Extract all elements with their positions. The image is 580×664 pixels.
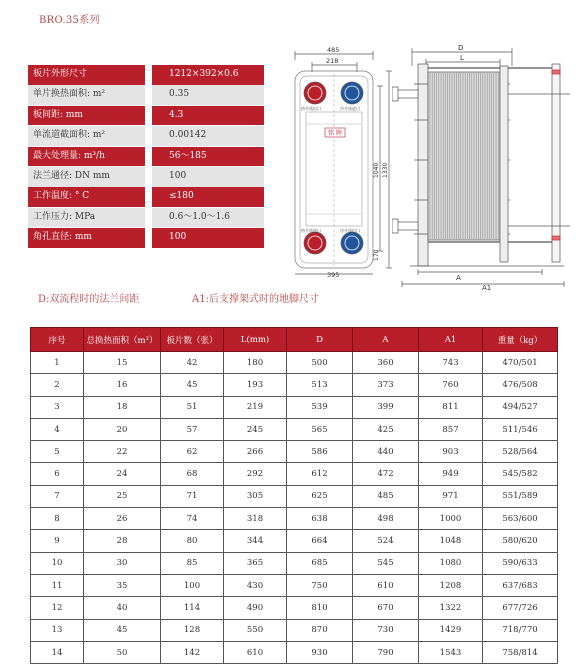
table-cell: 485 xyxy=(353,485,419,507)
table-row xyxy=(31,597,558,619)
spec-value: 100 xyxy=(152,167,264,187)
table-header-row xyxy=(31,328,558,352)
table-cell: 13 xyxy=(31,619,84,641)
table-cell: 870 xyxy=(287,619,353,641)
table-cell: 80 xyxy=(161,530,224,552)
table-cell: 266 xyxy=(224,441,287,463)
table-cell: 565 xyxy=(287,418,353,440)
table-cell: 758/814 xyxy=(483,641,558,663)
table-row xyxy=(31,530,558,552)
table-cell: 498 xyxy=(353,508,419,530)
table-cell: 810 xyxy=(287,597,353,619)
table-cell: 470/501 xyxy=(483,352,558,374)
table-cell: 550 xyxy=(224,619,287,641)
table-cell: 500 xyxy=(287,352,353,374)
table-cell: 85 xyxy=(161,552,224,574)
table-cell: 494/527 xyxy=(483,396,558,418)
table-cell: 344 xyxy=(224,530,287,552)
dim-A1: A1 xyxy=(482,284,492,290)
table-cell: 62 xyxy=(161,441,224,463)
table-cell: 811 xyxy=(419,396,483,418)
table-row xyxy=(31,574,558,596)
table-cell: 718/770 xyxy=(483,619,558,641)
table-cell: 245 xyxy=(224,418,287,440)
table-cell: 790 xyxy=(353,641,419,663)
table-cell: 51 xyxy=(161,396,224,418)
table-cell: 590/633 xyxy=(483,552,558,574)
table-cell: 524 xyxy=(353,530,419,552)
dim-170: 170 xyxy=(373,249,380,261)
table-cell: 551/589 xyxy=(483,485,558,507)
table-cell: 528/564 xyxy=(483,441,558,463)
table-cell: 750 xyxy=(287,574,353,596)
table-row xyxy=(31,396,558,418)
spec-label: 法兰通径: DN mm xyxy=(28,167,145,187)
spec-value: 100 xyxy=(152,228,264,248)
table-cell: 318 xyxy=(224,508,287,530)
spec-row xyxy=(28,208,264,228)
port-label-cold-in: 冷介质进口 xyxy=(340,106,360,111)
table-cell: 472 xyxy=(353,463,419,485)
column-header: A1 xyxy=(419,328,483,352)
dim-485: 485 xyxy=(327,46,340,54)
table-cell: 3 xyxy=(31,396,84,418)
table-cell: 292 xyxy=(224,463,287,485)
dim-1330: 1330 xyxy=(382,162,389,178)
table-cell: 730 xyxy=(353,619,419,641)
spec-label: 板间距: mm xyxy=(28,106,145,126)
table-cell: 12 xyxy=(31,597,84,619)
table-cell: 1208 xyxy=(419,574,483,596)
table-cell: 670 xyxy=(353,597,419,619)
table-cell: 949 xyxy=(419,463,483,485)
table-cell: 476/508 xyxy=(483,374,558,396)
table-cell: 1048 xyxy=(419,530,483,552)
table-cell: 193 xyxy=(224,374,287,396)
table-cell: 430 xyxy=(224,574,287,596)
spec-value: 0.00142 xyxy=(152,126,264,146)
table-row xyxy=(31,463,558,485)
table-cell: 35 xyxy=(84,574,161,596)
table-cell: 22 xyxy=(84,441,161,463)
spec-row xyxy=(28,167,264,187)
table-cell: 5 xyxy=(31,441,84,463)
table-cell: 6 xyxy=(31,463,84,485)
table-cell: 743 xyxy=(419,352,483,374)
table-cell: 42 xyxy=(161,352,224,374)
column-header: L(mm) xyxy=(224,328,287,352)
table-cell: 365 xyxy=(224,552,287,574)
spec-value: 0.6～1.0～1.6 xyxy=(152,208,264,228)
series-title: BRO.35系列 xyxy=(39,15,100,26)
column-header: 总换热面积（m²） xyxy=(84,328,161,352)
table-cell: 4 xyxy=(31,418,84,440)
table-cell: 490 xyxy=(224,597,287,619)
table-cell: 1429 xyxy=(419,619,483,641)
table-cell: 1080 xyxy=(419,552,483,574)
table-cell: 11 xyxy=(31,574,84,596)
table-cell: 440 xyxy=(353,441,419,463)
column-header: A xyxy=(353,328,419,352)
table-cell: 360 xyxy=(353,352,419,374)
dim-L: L xyxy=(460,54,464,62)
table-cell: 45 xyxy=(84,619,161,641)
dim-395: 395 xyxy=(327,271,340,278)
dim-1040: 1040 xyxy=(373,162,380,178)
column-header: 重量（kg） xyxy=(483,328,558,352)
table-cell: 399 xyxy=(353,396,419,418)
table-row xyxy=(31,485,558,507)
table-cell: 1543 xyxy=(419,641,483,663)
spec-label: 板片外形尺寸 xyxy=(28,65,145,85)
table-cell: 857 xyxy=(419,418,483,440)
note-rear-support: A1:后支撑架式时的地脚尺寸 xyxy=(192,294,319,305)
table-row xyxy=(31,641,558,663)
spec-label: 工作压力: MPa xyxy=(28,208,145,228)
table-cell: 10 xyxy=(31,552,84,574)
table-cell: 610 xyxy=(353,574,419,596)
table-cell: 57 xyxy=(161,418,224,440)
table-cell: 545/582 xyxy=(483,463,558,485)
table-cell: 637/683 xyxy=(483,574,558,596)
spec-label: 角孔直径: mm xyxy=(28,228,145,248)
table-cell: 180 xyxy=(224,352,287,374)
table-cell: 9 xyxy=(31,530,84,552)
table-cell: 1322 xyxy=(419,597,483,619)
table-cell: 45 xyxy=(161,374,224,396)
table-cell: 545 xyxy=(353,552,419,574)
table-cell: 971 xyxy=(419,485,483,507)
table-cell: 7 xyxy=(31,485,84,507)
table-cell: 2 xyxy=(31,374,84,396)
note-double-pass: D:双流程时的法兰间距 xyxy=(38,294,140,305)
table-cell: 20 xyxy=(84,418,161,440)
table-row xyxy=(31,619,558,641)
table-cell: 28 xyxy=(84,530,161,552)
table-cell: 24 xyxy=(84,463,161,485)
table-cell: 513 xyxy=(287,374,353,396)
spec-label: 工作温度: ° C xyxy=(28,187,145,207)
table-cell: 305 xyxy=(224,485,287,507)
table-row xyxy=(31,352,558,374)
spec-value: 1212×392×0.6 xyxy=(152,65,264,85)
nameplate-label: 铭 牌 xyxy=(328,130,342,137)
table-cell: 15 xyxy=(84,352,161,374)
table-cell: 14 xyxy=(31,641,84,663)
dim-218: 218 xyxy=(326,57,339,65)
table-row xyxy=(31,552,558,574)
table-cell: 100 xyxy=(161,574,224,596)
table-cell: 114 xyxy=(161,597,224,619)
spec-row xyxy=(28,85,264,105)
table-cell: 128 xyxy=(161,619,224,641)
table-row xyxy=(31,441,558,463)
spec-row xyxy=(28,106,264,126)
table-row xyxy=(31,418,558,440)
spec-row xyxy=(28,147,264,167)
table-cell: 1 xyxy=(31,352,84,374)
table-cell: 25 xyxy=(84,485,161,507)
table-cell: 16 xyxy=(84,374,161,396)
spec-row xyxy=(28,65,264,85)
table-cell: 930 xyxy=(287,641,353,663)
spec-row xyxy=(28,187,264,207)
spec-row xyxy=(28,126,264,146)
side-view-drawing xyxy=(392,40,572,290)
spec-value: 56～185 xyxy=(152,147,264,167)
port-label-cold-out: 冷介质出口 xyxy=(340,228,360,233)
table-cell: 625 xyxy=(287,485,353,507)
spec-row xyxy=(28,228,264,248)
spec-label: 单片换热面积: m² xyxy=(28,85,145,105)
spec-label: 最大处理量: m³/h xyxy=(28,147,145,167)
table-cell: 612 xyxy=(287,463,353,485)
table-cell: 903 xyxy=(419,441,483,463)
table-cell: 425 xyxy=(353,418,419,440)
table-cell: 760 xyxy=(419,374,483,396)
table-cell: 664 xyxy=(287,530,353,552)
table-cell: 219 xyxy=(224,396,287,418)
table-cell: 142 xyxy=(161,641,224,663)
table-cell: 30 xyxy=(84,552,161,574)
port-label-hot-out: 热介质出口 xyxy=(301,106,321,111)
plate-front-drawing xyxy=(285,46,395,278)
table-cell: 71 xyxy=(161,485,224,507)
table-cell: 580/620 xyxy=(483,530,558,552)
table-cell: 50 xyxy=(84,641,161,663)
table-cell: 685 xyxy=(287,552,353,574)
table-cell: 539 xyxy=(287,396,353,418)
table-cell: 18 xyxy=(84,396,161,418)
spec-value: 0.35 xyxy=(152,85,264,105)
table-cell: 638 xyxy=(287,508,353,530)
table-cell: 563/600 xyxy=(483,508,558,530)
table-cell: 74 xyxy=(161,508,224,530)
table-cell: 677/726 xyxy=(483,597,558,619)
spec-value: ≤180 xyxy=(152,187,264,207)
table-row xyxy=(31,374,558,396)
spec-value: 4.3 xyxy=(152,106,264,126)
table-cell: 610 xyxy=(224,641,287,663)
column-header: 序号 xyxy=(31,328,84,352)
table-row xyxy=(31,508,558,530)
table-cell: 26 xyxy=(84,508,161,530)
dim-D: D xyxy=(458,44,464,52)
model-table xyxy=(30,327,558,664)
table-cell: 373 xyxy=(353,374,419,396)
spec-label: 单流道截面积: m² xyxy=(28,126,145,146)
table-cell: 586 xyxy=(287,441,353,463)
port-label-hot-in: 热介质进口 xyxy=(301,228,321,233)
table-cell: 511/546 xyxy=(483,418,558,440)
spec-list xyxy=(28,65,264,249)
table-cell: 40 xyxy=(84,597,161,619)
table-cell: 8 xyxy=(31,508,84,530)
column-header: 板片数（张） xyxy=(161,328,224,352)
column-header: D xyxy=(287,328,353,352)
table-cell: 1000 xyxy=(419,508,483,530)
table-cell: 68 xyxy=(161,463,224,485)
dim-A: A xyxy=(456,274,461,282)
